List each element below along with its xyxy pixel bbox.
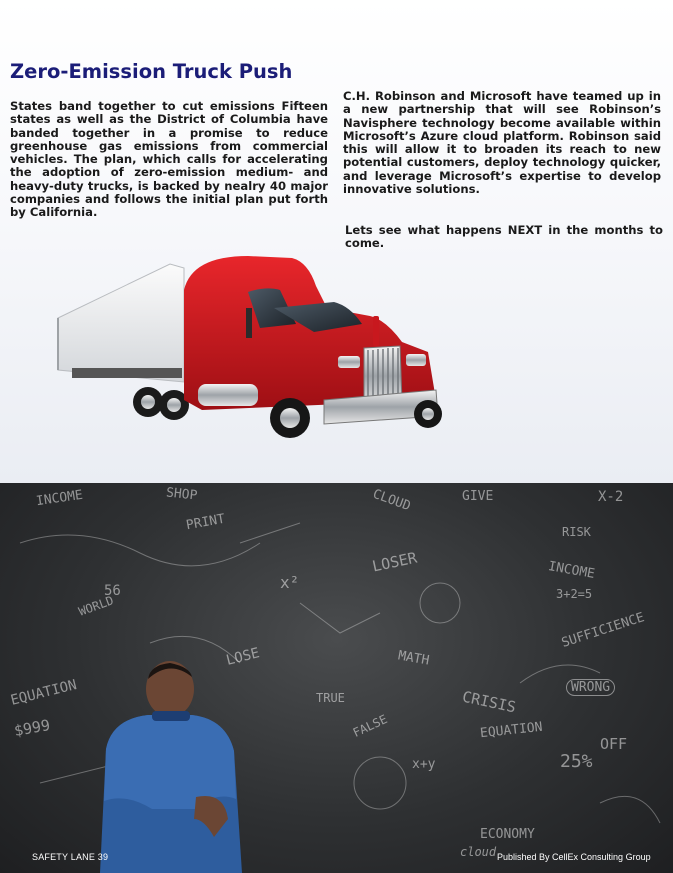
chalk-scribble: MATH bbox=[396, 648, 431, 669]
chalk-scribble: EQUATION bbox=[479, 719, 544, 742]
chalk-scribble: LOSE bbox=[224, 645, 262, 669]
chalk-scribble: TRUE bbox=[316, 691, 345, 705]
chalk-scribble: WORLD bbox=[76, 593, 116, 619]
chalk-scribble: OFF bbox=[600, 735, 628, 753]
chalk-scribble: EQUATION bbox=[9, 677, 79, 709]
chalk-scribble: x² bbox=[280, 573, 300, 592]
chalk-scribble: ECONOMY bbox=[480, 827, 535, 842]
chalk-scribble: $999 bbox=[12, 716, 52, 740]
footer-publisher: Published By CellEx Consulting Group bbox=[497, 852, 651, 862]
chalk-scribble: 3+2=5 bbox=[556, 587, 593, 601]
red-semi-truck-image bbox=[52, 250, 444, 460]
chalk-scribble: RISK bbox=[562, 525, 591, 539]
chalk-scribble: FALSE bbox=[350, 712, 390, 740]
man-in-blue-jacket-figure bbox=[96, 659, 246, 873]
chalk-scribble: CRISIS bbox=[460, 687, 518, 717]
chalk-scribble: 25% bbox=[560, 751, 593, 772]
chalk-scribble: PRINT bbox=[184, 511, 227, 534]
chalk-scribble: GIVE bbox=[462, 489, 494, 504]
chalk-scribble: LOSER bbox=[370, 548, 419, 576]
chalk-scribble: INCOME bbox=[547, 559, 596, 582]
chalk-scribble: 56 bbox=[104, 583, 121, 599]
chalk-scribble: cloud bbox=[460, 845, 497, 859]
chalkboard-image bbox=[0, 483, 673, 873]
chalk-scribble: x+y bbox=[412, 757, 436, 772]
right-column-text: C.H. Robinson and Microsoft have teamed up in a new partnership that will see Robinson’s Navisphere technology become available within Microsoft’s Azure cloud platform. Robinson said this will allow it to broaden its reach to new potential customers, deploy technology quicker, and leverage Microsoft’s expertise to develop innovative solutions. bbox=[343, 89, 661, 197]
chalk-scribble: WRONG bbox=[566, 679, 615, 696]
footer-page-label: SAFETY LANE 39 bbox=[32, 852, 109, 862]
chalk-scribble: INCOME bbox=[35, 487, 84, 510]
right-column-closing-text: Lets see what happens NEXT in the months to come. bbox=[345, 223, 663, 251]
chalk-scribble: SUFFICIENCE bbox=[559, 610, 647, 651]
chalk-scribble: X-2 bbox=[598, 489, 624, 505]
chalk-scribble: CLOUD bbox=[370, 486, 413, 515]
left-column-text: States band together to cut emissions Fifteen states as well as the District of Columbia have banded together in a promise to reduce greenhouse gas emissions from commercial vehicles. The plan, which calls for accelerating the adoption of zero-emission medium- and heavy-duty trucks, is backed by nealry 40 major companies and follows the initial plan put forth by California. bbox=[10, 99, 328, 220]
chalk-scribble: SHOP bbox=[165, 485, 199, 504]
article-title: Zero-Emission Truck Push bbox=[10, 60, 293, 83]
